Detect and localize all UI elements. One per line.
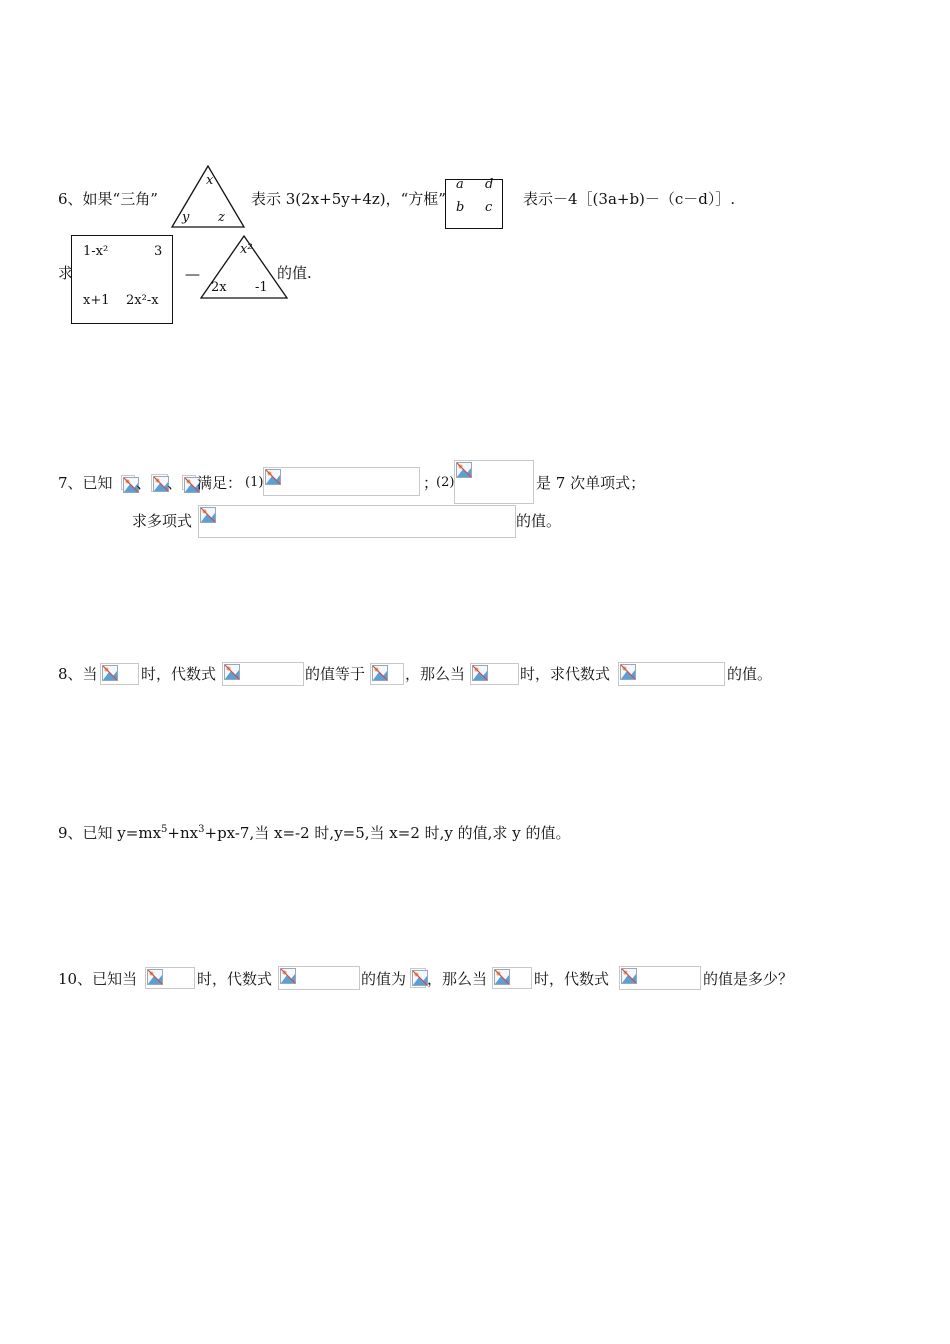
broken-image-glyph: [412, 970, 428, 986]
broken-image-icon: [182, 475, 196, 490]
triangle-1-bottom-right: z: [218, 210, 225, 225]
q9-text-a: 9、已知 y=mx: [58, 824, 162, 842]
broken-image-icon: [151, 474, 168, 492]
broken-image-glyph: [200, 507, 216, 523]
q8-part-3: 的值等于: [305, 665, 366, 683]
q7-condition-1-label: (1): [245, 475, 264, 490]
box-2-top-left: 1-x²: [83, 244, 109, 259]
q10-part-1: 10、已知当: [58, 970, 138, 988]
q6-end: 的值.: [277, 264, 312, 282]
triangle-1-top: x: [206, 173, 214, 188]
box-2-bottom-left: x+1: [83, 293, 110, 308]
broken-image-glyph: [494, 969, 510, 985]
q7-sep-1: 、: [136, 474, 152, 492]
q10-part-2: 时，代数式: [197, 970, 273, 988]
broken-image-icon: [492, 967, 532, 989]
q10-part-4: ，那么当: [427, 970, 488, 988]
broken-image-icon: [145, 967, 195, 989]
broken-image-icon: [263, 467, 420, 496]
q7-condition-2-end: 是 7 次单项式；: [536, 474, 646, 492]
broken-image-glyph: [280, 968, 296, 984]
box-2-top-right: 3: [154, 244, 163, 259]
q6-prefix: 6、如果“三角”: [58, 190, 158, 208]
broken-image-icon: [278, 966, 360, 990]
broken-image-icon: [470, 663, 519, 685]
q8-part-4: ，那么当: [405, 665, 466, 683]
broken-image-glyph: [456, 462, 472, 478]
q6-minus-sign: —: [185, 265, 200, 283]
box-2-bottom-right: 2x²-x: [126, 293, 159, 308]
box-shape-1: [445, 179, 503, 229]
triangle-1-bottom-left: y: [182, 210, 190, 225]
broken-image-icon: [370, 663, 404, 685]
q7-condition: 满足：: [197, 474, 243, 492]
q7-semicolon: ；: [423, 474, 439, 492]
broken-image-icon: [410, 968, 426, 988]
triangle-2-bottom-right: -1: [255, 280, 268, 295]
q6-ask: 求: [58, 264, 74, 282]
box-1-top-left: a: [456, 177, 464, 192]
q10-part-6: 的值是多少？: [703, 970, 794, 988]
broken-image-icon: [198, 505, 516, 538]
q8-part-6: 的值。: [727, 665, 773, 683]
broken-image-icon: [618, 662, 725, 686]
q7-sep-2: 、: [167, 474, 183, 492]
broken-image-glyph: [372, 665, 388, 681]
broken-image-glyph: [472, 665, 488, 681]
broken-image-glyph: [224, 664, 240, 680]
box-1-bottom-left: b: [456, 200, 465, 215]
broken-image-icon: [100, 663, 139, 685]
triangle-shape-1: [170, 164, 246, 230]
q7-condition-2-label: (2): [436, 475, 455, 490]
broken-image-glyph: [265, 469, 281, 485]
triangle-2-top: x²: [240, 242, 253, 257]
broken-image-icon: [454, 460, 534, 504]
q10-part-3: 的值为: [361, 970, 407, 988]
box-1-bottom-right: c: [485, 200, 493, 215]
broken-image-glyph: [621, 968, 637, 984]
box-1-top-right: d: [485, 177, 494, 192]
broken-image-glyph: [620, 664, 636, 680]
box-shape-2: [71, 235, 173, 324]
q10-part-5: 时，代数式: [534, 970, 610, 988]
q9-exponent-5: 5: [161, 824, 168, 835]
broken-image-glyph: [102, 665, 118, 681]
triangle-2-bottom-left: 2x: [211, 280, 227, 295]
q9-text-b: +nx: [167, 824, 199, 842]
q7-line2-prefix: 求多项式: [132, 512, 193, 530]
q9-text-c: +px-7,当 x=-2 时,y=5,当 x=2 时,y 的值,求 y 的值。: [204, 824, 571, 842]
q6-post-text: 表示－4［(3a+b)－（c－d）］.: [523, 190, 736, 208]
q9-text: [58, 820, 570, 843]
broken-image-icon: [619, 966, 701, 990]
q9-exponent-3: 3: [198, 824, 205, 835]
q7-prefix: 7、已知: [58, 474, 113, 492]
broken-image-icon: [121, 475, 135, 490]
q8-part-5: 时，求代数式: [520, 665, 611, 683]
q8-part-1: 8、当: [58, 665, 98, 683]
q7-line2-end: 的值。: [516, 512, 562, 530]
broken-image-glyph: [147, 969, 163, 985]
q8-part-2: 时，代数式: [141, 665, 217, 683]
broken-image-icon: [222, 662, 304, 686]
q6-middle-text: 表示 3(2x+5y+4z)，“方框”: [251, 190, 446, 208]
triangle-shape-2: [199, 234, 289, 300]
